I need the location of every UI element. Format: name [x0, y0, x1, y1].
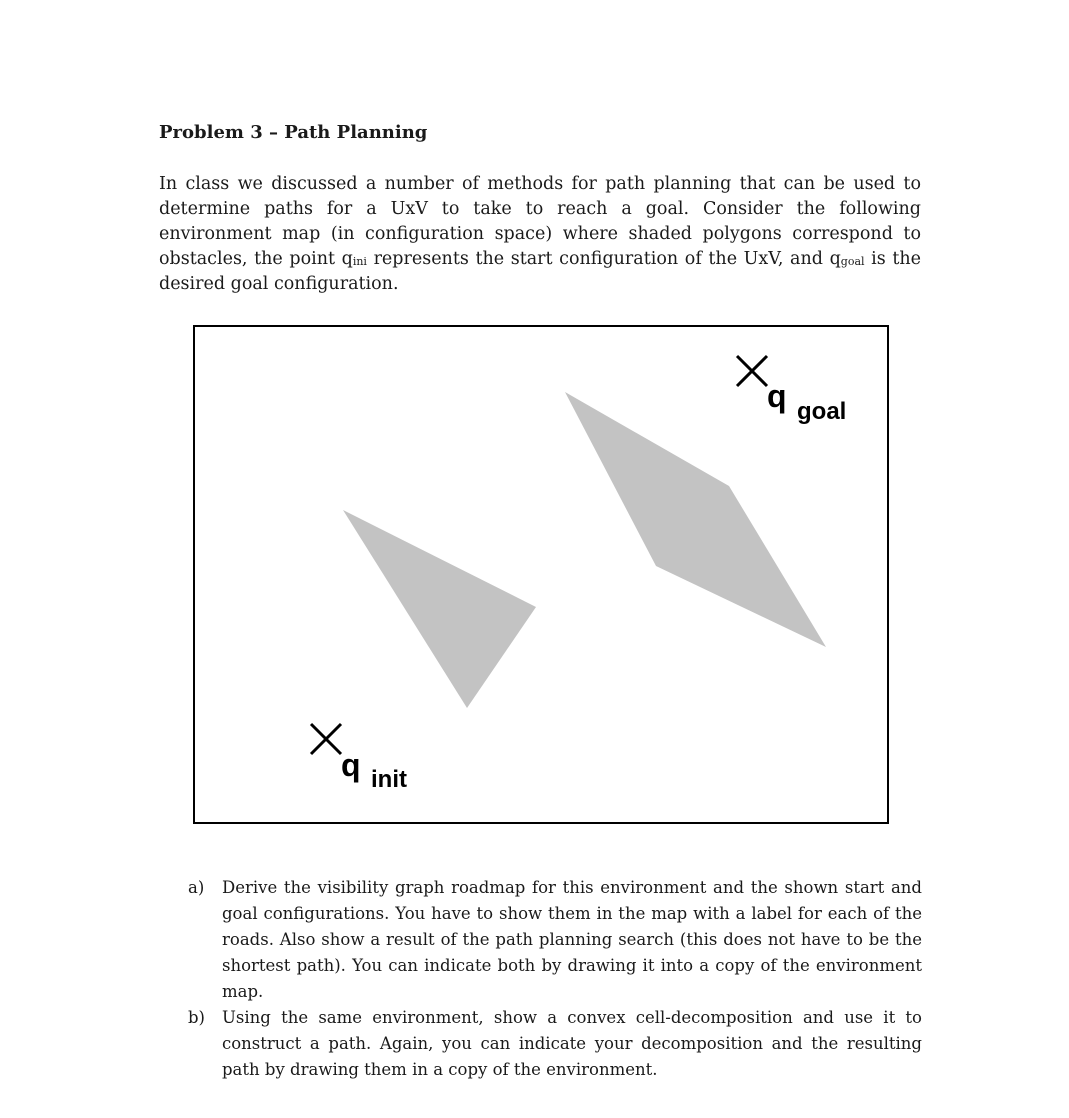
- intro-text-2: represents the start configuration of the UxV, and q: [366, 249, 841, 269]
- start-sub-label: init: [371, 766, 407, 793]
- obstacle-triangle: [343, 510, 536, 708]
- start-q-label: q: [341, 747, 361, 783]
- task-text-a: Derive the visibility graph roadmap for this environment and the shown start and goal configurations. You have to show them in the map with a label for each of the roads. Also show a result of the path planning search (this does not have to be the shortest path). You can indicate both by drawing it into a copy of the environment map.: [222, 878, 922, 1001]
- start-marker: [311, 724, 341, 754]
- obstacle-quadrilateral: [565, 392, 826, 647]
- q-ini-subscript: ini: [352, 255, 367, 268]
- intro-text-1: In class we discussed a number of methods for path planning that can be used to determine paths for a UxV to take to reach a goal. Consider the following environment map (in configuration space) where shaded polygons correspond to obstacles, the point q: [159, 174, 921, 269]
- problem-intro: [159, 172, 921, 297]
- intro-text-3: is the desired goal configuration.: [159, 249, 921, 294]
- environment-map: [193, 325, 889, 824]
- q-goal-subscript: goal: [840, 255, 865, 268]
- task-marker-a: a): [188, 878, 205, 897]
- task-text-b: Using the same environment, show a convex cell-decomposition and use it to construct a path. Again, you can indicate your decomposition and the resulting path by drawing them in a copy of the environment.: [222, 1008, 922, 1079]
- task-item-a: [188, 875, 922, 1005]
- problem-title: Problem 3 – Path Planning: [159, 122, 428, 143]
- task-item-b: [188, 1005, 922, 1083]
- task-list: [188, 875, 922, 1083]
- goal-marker: [737, 356, 767, 386]
- environment-map-canvas: [195, 327, 887, 822]
- goal-q-label: q: [767, 378, 787, 414]
- goal-sub-label: goal: [797, 398, 847, 425]
- task-marker-b: b): [188, 1008, 205, 1027]
